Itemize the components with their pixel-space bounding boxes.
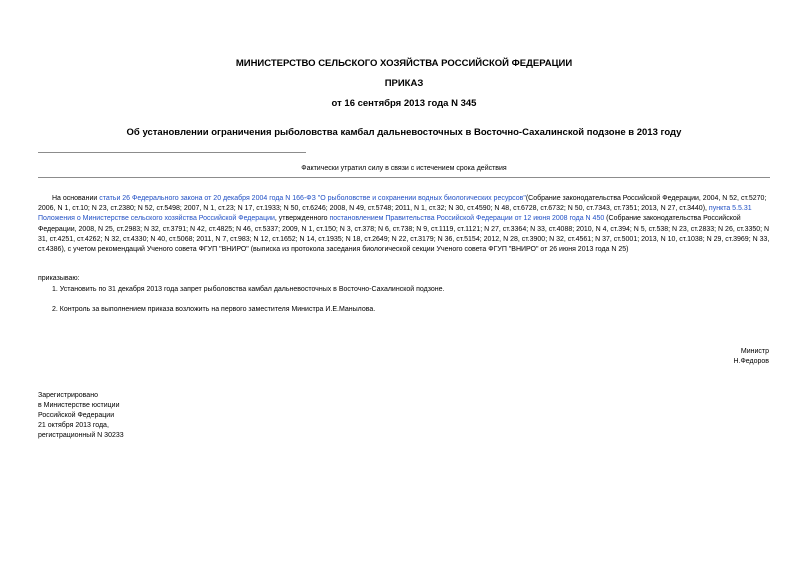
registration-line-4: 21 октября 2013 года, <box>38 422 109 429</box>
ordered-label: приказываю: <box>38 275 80 282</box>
regulation-clause-link[interactable]: пункта 5.5.31 Положения о Министерстве сельского хозяйства Российской Федерации <box>38 205 752 223</box>
preamble-paragraph <box>38 194 772 255</box>
order-item-1: 1. Установить по 31 декабря 2013 года запрет рыболовства камбал дальневосточных в Восточно-Сахалинской подзоне. <box>52 286 445 293</box>
long-divider <box>38 177 770 178</box>
government-resolution-link[interactable]: постановлением Правительства Российской Федерации от 12 июня 2008 года N 450 <box>329 215 605 223</box>
preamble-lead: На основании <box>52 195 100 202</box>
registration-line-1: Зарегистрировано <box>38 392 98 399</box>
status-note: Фактически утратил силу в связи с истечением срока действия <box>301 165 507 172</box>
document-title: Об установлении ограничения рыболовства камбал дальневосточных в Восточно-Сахалинской подзоне в 2013 году <box>126 127 682 138</box>
registration-line-5: регистрационный N 30233 <box>38 432 124 439</box>
preamble-citation-3: (Собрание законодательства Российской Федерации, 2008, N 25, ст.2983; N 32, ст.3791; N 42, ст.4825; N 46, ст.5337; 2009, N 1, ст.150; N 3, ст.378; N 6, ст.738; N 9, ст.1119, ст.1121; N 27, ст.3364; N 33, ст.4088; 2010, N 4, ст.394; N 5, ст.538; N 23, ст.2833; N 26, ст.3350; N 31, ст.4251, ст.4262; N 32, ст.4330; N 40, ст.5068; 2011, N 7, ст.983; N 12, ст.1652; N 14, ст.1935; N 18, ст.2649; N 22, ст.3179; N 36, ст.5154; 2012, N 28, ст.3900; N 32, ст.4561; N 37, ст.5001; 2013, N 10, ст.1038; N 29, ст.3969; N 33, ст.4386), с учетом рекомендаций Ученого совета ФГУП "ВНИРО" (выписка из протокола заседания биологической секции Ученого совета ФГУП "ВНИРО" от 26 июня 2013 года N 25) <box>38 215 770 254</box>
preamble-citation-1: (Собрание законодательства Российской Федерации, 2004, N 52, ст.5270; 2006, N 1, ст.10; N 23, ст.2380; N 52, ст.5498; 2007, N 1, ст.23; N 17, ст.1933; N 50, ст.6246; 2008, N 49, ст.5748; 2011, N 1, ст.32; N 30, ст.4590; N 48, ст.6728, ст.6732; N 50, ст.7343, ст.7351; 2013, N 27, ст.3440), <box>38 195 767 213</box>
federal-law-link[interactable]: статьи 26 Федерального закона от 20 декабря 2004 года N 166-ФЗ "О рыболовстве и сохранении водных биологических ресурсов" <box>99 195 526 202</box>
ministry-heading: МИНИСТЕРСТВО СЕЛЬСКОГО ХОЗЯЙСТВА РОССИЙСКОЙ ФЕДЕРАЦИИ <box>235 58 573 69</box>
document-type: ПРИКАЗ <box>384 78 424 89</box>
registration-line-3: Российской Федерации <box>38 412 115 419</box>
document-date-number: от 16 сентября 2013 года N 345 <box>331 98 477 109</box>
preamble-citation-2: , утвержденного <box>274 215 330 223</box>
registration-line-2: в Министерстве юстиции <box>38 402 120 409</box>
signatory-position: Министр <box>740 348 769 355</box>
short-divider <box>38 152 306 153</box>
signatory-name: Н.Федоров <box>733 358 769 365</box>
order-item-2: 2. Контроль за выполнением приказа возложить на первого заместителя Министра И.Е.Манылова. <box>52 306 376 313</box>
